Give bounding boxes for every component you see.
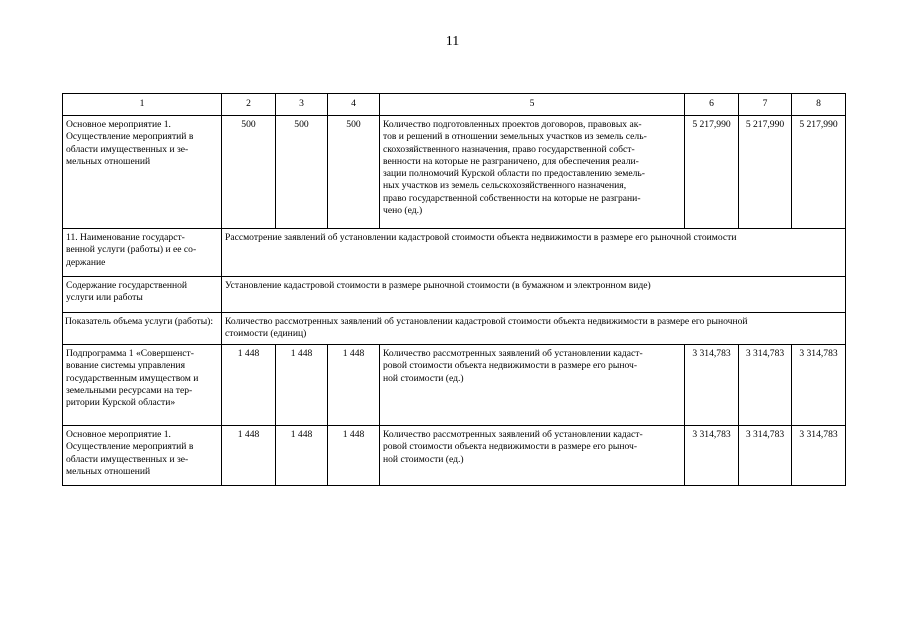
header-row [63,94,846,116]
header-cell: 2 [222,94,276,116]
page-number: 11 [445,34,460,49]
row-label-line: мельных отношений [66,155,151,167]
span-text-line: Количество рассмотренных заявлений об установлении кадастровой стоимости объекта недвижимости в размере его рыночной [225,316,748,327]
table-row [63,426,846,486]
description-line: Количество рассмотренных заявлений об установлении кадаст- [383,429,643,440]
row-label-line: государственным имуществом и [66,372,199,384]
row-label-line: венной услуги (работы) и ее со- [66,244,197,256]
row-label-line: земельными ресурсами на тер- [66,384,193,396]
value-cell: 3 314,783 [685,345,739,426]
table-row [63,116,846,229]
description-cell [380,116,685,229]
description-line: ной стоимости (ед.) [383,372,464,384]
value-cell: 500 [328,116,380,229]
description-line: Количество рассмотренных заявлений об установлении кадаст- [383,348,643,359]
header-cell: 1 [63,94,222,116]
row-label-line: услуги или работы [66,292,143,304]
row-label-line: области имущественных и зе- [66,143,189,155]
row-label-cell [63,426,222,486]
value-cell: 3 314,783 [792,426,846,486]
row-label-line: 11. Наименование государст- [66,232,185,243]
description-line: скохозяйственного назначения, право государственной собст- [383,143,635,155]
value-cell: 5 217,990 [739,116,792,229]
header-cell: 8 [792,94,846,116]
value-cell: 3 314,783 [685,426,739,486]
span-text-cell [222,229,846,277]
description-cell [380,345,685,426]
data-table [62,93,846,486]
value-cell: 1 448 [222,426,276,486]
value-cell: 5 217,990 [685,116,739,229]
value-cell: 1 448 [276,426,328,486]
value-cell: 500 [276,116,328,229]
row-label-line: области имущественных и зе- [66,453,189,465]
value-cell: 3 314,783 [739,345,792,426]
table-row [63,229,846,277]
description-line: зации полномочий Курской области по предоставлению земель- [383,168,645,180]
row-label-line: ритории Курской области» [66,397,176,409]
table-row [63,277,846,313]
row-label-line: Содержание государственной [66,280,188,291]
row-label-line: Основное мероприятие 1. [66,429,171,440]
row-label-cell [63,277,222,313]
table-row [63,345,846,426]
header-cell: 3 [276,94,328,116]
description-line: ной стоимости (ед.) [383,453,464,465]
value-cell: 500 [222,116,276,229]
value-cell: 1 448 [328,426,380,486]
span-text-line: стоимости (единиц) [225,328,307,340]
row-label-cell [63,313,222,345]
span-text-cell [222,313,846,345]
header-cell: 6 [685,94,739,116]
row-label-cell [63,345,222,426]
row-label-line: Показатель объема услуги (работы): [65,316,214,327]
span-text-cell [222,277,846,313]
span-text-line: Установление кадастровой стоимости в размере рыночной стоимости (в бумажном и электронном виде) [225,280,651,291]
header-cell: 4 [328,94,380,116]
description-cell [380,426,685,486]
row-label-line: вование системы управления [66,360,185,372]
value-cell: 3 314,783 [739,426,792,486]
row-label-line: Подпрограмма 1 «Совершенст- [66,348,194,359]
value-cell: 1 448 [328,345,380,426]
description-line: венности на которые не разграничено, для обеспечения реали- [383,155,639,167]
value-cell: 1 448 [276,345,328,426]
row-label-cell [63,229,222,277]
span-text-line: Рассмотрение заявлений об установлении кадастровой стоимости объекта недвижимости в размере его рыночной стоимости [225,232,737,243]
row-label-line: Осуществление мероприятий в [66,131,194,143]
row-label-cell [63,116,222,229]
description-line: ных участков из земель сельскохозяйственного назначения, [383,180,627,192]
value-cell: 1 448 [222,345,276,426]
description-line: ровой стоимости объекта недвижимости в размере его рыноч- [383,441,638,453]
row-label-line: держание [66,256,106,268]
description-line: Количество подготовленных проектов договоров, правовых ак- [383,119,642,130]
description-line: ровой стоимости объекта недвижимости в размере его рыноч- [383,360,638,372]
description-line: тов и решений в отношении земельных участков из земель сель- [383,131,647,143]
row-label-line: Основное мероприятие 1. [66,119,171,130]
description-line: право государственной собственности на которые не разграни- [383,192,641,204]
value-cell: 5 217,990 [792,116,846,229]
value-cell: 3 314,783 [792,345,846,426]
header-cell: 5 [380,94,685,116]
description-line: чено (ед.) [383,205,423,217]
table-row [63,313,846,345]
header-cell: 7 [739,94,792,116]
row-label-line: мельных отношений [66,465,151,477]
row-label-line: Осуществление мероприятий в [66,441,194,453]
